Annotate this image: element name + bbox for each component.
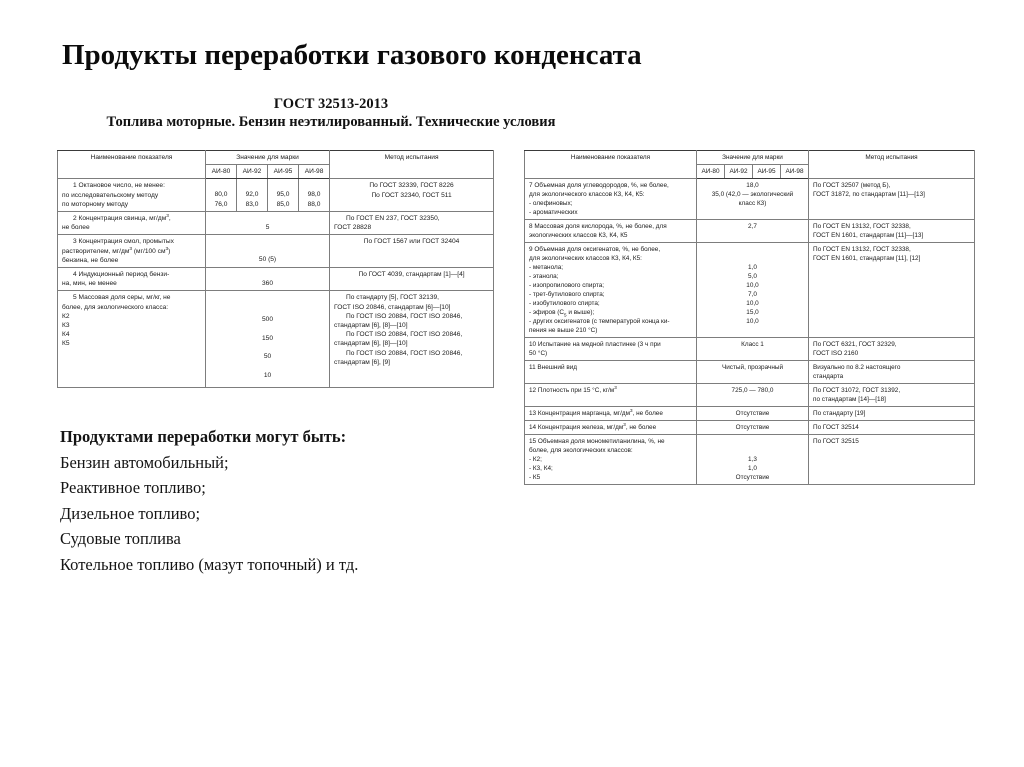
text-line: 2 Концентрация свинца, $мг/дм^3$, [73, 213, 171, 223]
value-line: 80,0 [214, 191, 228, 199]
cell-method [809, 243, 975, 338]
value-line: Отсутствие [735, 424, 770, 431]
cell-indicator [58, 291, 206, 388]
text-line: бензина, не более [62, 256, 119, 264]
value-line: 5 [265, 224, 270, 232]
col-header-mark-ai98: АИ-98 [299, 165, 330, 179]
text-line: Визуально по 8.2 настоящего [813, 364, 901, 371]
value-line: 500 [262, 316, 274, 324]
text-line: - олефиновых; [529, 200, 573, 207]
cell-indicator [58, 235, 206, 268]
list-item: Бензин автомобильный; [60, 452, 229, 472]
cell-method [809, 338, 975, 361]
table-row [525, 384, 975, 407]
value-line: 360 [262, 280, 274, 288]
cell-indicator [58, 212, 206, 235]
value-line: 15,0 [746, 309, 759, 316]
col-header-method: Метод испытания [809, 151, 975, 179]
table-row [58, 291, 494, 388]
cell-method [330, 291, 494, 388]
text-line: - изобутилового спирта; [529, 300, 600, 307]
text-line: 8 Массовая доля кислорода, %, не более, для [529, 223, 667, 230]
cell-method [809, 179, 975, 220]
value-line: 18,0 [746, 182, 759, 189]
value-line: Отсутствие [735, 474, 770, 481]
text-line: стандартам [6], [8]—[10] [334, 322, 408, 330]
text-line: По ГОСТ EN 13132, ГОСТ 32338, [813, 246, 911, 253]
text-line: экологических классов К3, К4, К5 [529, 232, 628, 239]
text-line: 7 Объемная доля углеводородов, %, не более, [529, 182, 669, 189]
text-line: По стандарту [5], ГОСТ 32139, [346, 294, 439, 302]
text-line: растворителем, $мг/дм^3$ (мг/100 $см^3$) [62, 246, 171, 255]
value-line: 83,0 [245, 200, 259, 208]
value-line: 98,0 [307, 191, 321, 199]
text-line: стандартам [6], [8]—[10] [334, 340, 408, 348]
cell-value-span [206, 268, 330, 291]
gost-table-right [524, 150, 975, 485]
text-line: - метанола; [529, 264, 564, 271]
text-line: По ГОСТ 4039, стандартам [1]—[4] [358, 271, 465, 279]
text-line: - К2; [529, 456, 542, 463]
value-line: 5,0 [748, 273, 757, 280]
text-line: 5 Массовая доля серы, мг/кг, не [73, 294, 171, 302]
cell-method [330, 179, 494, 212]
cell-indicator [525, 179, 697, 220]
products-block [60, 424, 520, 577]
text-line: ГОСТ ISO 2160 [813, 350, 859, 357]
value-line: 7,0 [748, 291, 757, 298]
cell-indicator [525, 338, 697, 361]
text-line: 9 Объемная доля оксигенатов, %, не более, [529, 246, 661, 253]
products-list [60, 450, 520, 578]
text-line: 11 Внешний вид [529, 364, 578, 371]
cell-value-span [697, 179, 809, 220]
text-line: стандартам [6], [9] [334, 358, 390, 366]
table-right-body [525, 179, 975, 485]
table-row [525, 421, 975, 435]
text-line: по моторному методу [62, 200, 129, 208]
value-line: 1,0 [748, 465, 757, 472]
text-line: не более [62, 224, 90, 232]
text-line: на, мин, не менее [62, 280, 117, 288]
text-line: По ГОСТ ISO 20884, ГОСТ ISO 20846, [346, 312, 463, 320]
gost-name: Топлива моторные. Бензин неэтилированный. Технические условия [106, 113, 556, 130]
products-heading: Продуктами переработки могут быть: [60, 427, 347, 446]
list-item: Котельное топливо (мазут топочный) и тд. [60, 554, 359, 574]
text-line: 3 Концентрация смол, промытых [73, 238, 174, 246]
value-line: Класс 1 [741, 341, 764, 348]
col-header-indicator: Наименование показателя [58, 151, 206, 179]
text-line: более, для экологических классов: [529, 447, 633, 454]
col-header-mark-ai95: АИ-95 [268, 165, 299, 179]
cell-indicator [525, 243, 697, 338]
text-line: По ГОСТ 31072, ГОСТ 31392, [813, 387, 901, 394]
value-line: 1,3 [748, 456, 757, 463]
value-line: 85,0 [276, 200, 290, 208]
table-row [525, 361, 975, 384]
value-line: 88,0 [307, 200, 321, 208]
text-line: 4 Индукционный период бензи- [73, 271, 170, 279]
table-row [525, 179, 975, 220]
list-item: Дизельное топливо; [60, 503, 201, 523]
text-line: По ГОСТ 6321, ГОСТ 32329, [813, 341, 897, 348]
cell-value-span [697, 384, 809, 407]
cell-value-span [697, 220, 809, 243]
table-right-head [525, 151, 975, 179]
table-left-body [58, 179, 494, 388]
table-row [525, 220, 975, 243]
cell-method [330, 268, 494, 291]
cell-value-span [206, 235, 330, 268]
text-line: ГОСТ 28828 [334, 224, 372, 232]
value-line: 95,0 [276, 191, 290, 199]
cell-indicator [525, 384, 697, 407]
text-line: - изопропилового спирта; [529, 282, 605, 289]
cell-value-span [697, 435, 809, 485]
text-line: ГОСТ EN 1601, стандартам [11]—[13] [813, 232, 924, 239]
text-line: стандарта [813, 373, 844, 380]
cell-indicator [58, 179, 206, 212]
text-line: - ароматических [529, 209, 578, 216]
col-header-mark-ai92: АИ-92 [725, 165, 753, 179]
cell-method [809, 421, 975, 435]
text-line: К5 [62, 340, 70, 348]
text-line: К2 [62, 312, 70, 320]
cell-indicator [525, 421, 697, 435]
table-header-row-top [58, 151, 494, 165]
col-header-indicator: Наименование показателя [525, 151, 697, 179]
value-line: 150 [262, 334, 274, 342]
value-line: 10 [263, 371, 272, 379]
text-line: 10 Испытание на медной пластинке (3 ч при [529, 341, 661, 348]
table-row [58, 268, 494, 291]
col-header-method: Метод испытания [330, 151, 494, 179]
list-item: Судовые топлива [60, 529, 181, 548]
table-header-row-top [525, 151, 975, 165]
col-header-mark-ai98: АИ-98 [781, 165, 809, 179]
list-item: Реактивное топливо; [60, 478, 206, 497]
table-row [58, 179, 494, 212]
table-left-head [58, 151, 494, 179]
value-line: 10,0 [746, 318, 759, 325]
text-line: для экологического классов К3, К4, К5: [529, 191, 645, 198]
col-header-mark-ai92: АИ-92 [237, 165, 268, 179]
text-line: 12 Плотность при 15 °С, $кг/м^3$ [529, 384, 617, 394]
cell-value-mark [299, 179, 330, 212]
text-line: 50 °С) [529, 350, 548, 357]
cell-indicator [525, 220, 697, 243]
cell-method [330, 235, 494, 268]
text-line: ГОСТ ISO 20846, стандартам [6]—[10] [334, 303, 451, 311]
value-line: 92,0 [245, 191, 259, 199]
value-line: Отсутствие [735, 410, 770, 417]
value-line: 725,0 — 780,0 [731, 387, 774, 394]
value-line: 50 [263, 353, 272, 361]
col-header-mark-ai95: АИ-95 [753, 165, 781, 179]
value-line: 35,0 (42,0 — экологический [711, 191, 794, 198]
cell-value-span [697, 243, 809, 338]
text-line: По ГОСТ 32340, ГОСТ 511 [371, 191, 452, 199]
text-line: По ГОСТ 1567 или ГОСТ 32404 [363, 238, 460, 246]
text-line: По ГОСТ 32515 [813, 438, 859, 445]
text-line: По ГОСТ ISO 20884, ГОСТ ISO 20846, [346, 331, 463, 339]
text-line: - других оксигенатов (с температурой конца ки- [529, 318, 670, 325]
value-line: 76,0 [214, 200, 228, 208]
table-row [58, 235, 494, 268]
table-row [525, 338, 975, 361]
cell-value-span [206, 291, 330, 388]
cell-value-span [206, 212, 330, 235]
text-line: - трет-бутилового спирта; [529, 291, 605, 298]
cell-value-span [697, 338, 809, 361]
table-row [525, 243, 975, 338]
text-line: 15 Объемная доля монометиланилина, %, не [529, 438, 665, 445]
text-line: для экологических классов К3, К4, К5: [529, 255, 642, 262]
text-line: К3 [62, 322, 70, 330]
cell-indicator [525, 435, 697, 485]
text-line: - эфиров ($C_5$ и выше); [529, 309, 595, 318]
gost-code: ГОСТ 32513-2013 [273, 96, 389, 112]
text-line: По ГОСТ 32507 (метод Б), [813, 182, 891, 189]
value-line: 10,0 [746, 282, 759, 289]
text-line: По ГОСТ EN 13132, ГОСТ 32338, [813, 223, 911, 230]
text-line: - К3, К4; [529, 465, 553, 472]
cell-value-mark [237, 179, 268, 212]
value-line: 50 (5) [258, 256, 277, 264]
cell-value-span [697, 421, 809, 435]
text-line: 1 Октановое число, не менее: [73, 182, 165, 190]
cell-indicator [525, 407, 697, 421]
cell-method [809, 220, 975, 243]
page-title: Продукты переработки газового конденсата [62, 39, 642, 71]
text-line: ГОСТ EN 1601, стандартам [11], [12] [813, 255, 921, 262]
cell-method [330, 212, 494, 235]
text-line: 14 Концентрация железа, $мг/дм^3$, не более [529, 421, 657, 431]
text-line: более, для экологического класса: [62, 303, 169, 311]
gost-table-left [57, 150, 494, 388]
col-header-value-group: Значение для марки [697, 151, 809, 165]
text-line: По ГОСТ 32514 [813, 424, 859, 431]
text-line: 13 Концентрация марганца, $мг/дм^3$, не более [529, 407, 663, 417]
text-line: По ГОСТ EN 237, ГОСТ 32350, [346, 215, 440, 223]
cell-indicator [58, 268, 206, 291]
value-line: класс К3) [738, 200, 767, 207]
text-line: По стандарту [19] [813, 410, 866, 417]
col-header-mark-ai80: АИ-80 [206, 165, 237, 179]
cell-method [809, 407, 975, 421]
text-line: По ГОСТ 32339, ГОСТ 8226 [369, 182, 454, 190]
value-line: Чистый, прозрачный [721, 364, 784, 371]
text-line: По ГОСТ ISO 20884, ГОСТ ISO 20846, [346, 349, 463, 357]
text-line: ГОСТ 31872, по стандартам [11]—[13] [813, 191, 925, 198]
text-line: - этанола; [529, 273, 559, 280]
value-line: 1,0 [748, 264, 757, 271]
text-line: К4 [62, 331, 70, 339]
text-line: по стандартам [14]—[18] [813, 396, 886, 403]
cell-value-mark [268, 179, 299, 212]
cell-value-span [697, 361, 809, 384]
gost-subtitle [96, 96, 566, 131]
table-row [525, 407, 975, 421]
col-header-mark-ai80: АИ-80 [697, 165, 725, 179]
col-header-value-group: Значение для марки [206, 151, 330, 165]
table-row [58, 212, 494, 235]
value-line: 10,0 [746, 300, 759, 307]
cell-method [809, 361, 975, 384]
text-line: по исследовательскому методу [62, 191, 159, 199]
cell-method [809, 435, 975, 485]
cell-indicator [525, 361, 697, 384]
cell-value-span [697, 407, 809, 421]
cell-value-mark [206, 179, 237, 212]
value-line: 2,7 [748, 223, 757, 230]
cell-method [809, 384, 975, 407]
text-line: пения не выше 210 °С) [529, 327, 598, 334]
text-line: - К5 [529, 474, 541, 481]
table-row [525, 435, 975, 485]
